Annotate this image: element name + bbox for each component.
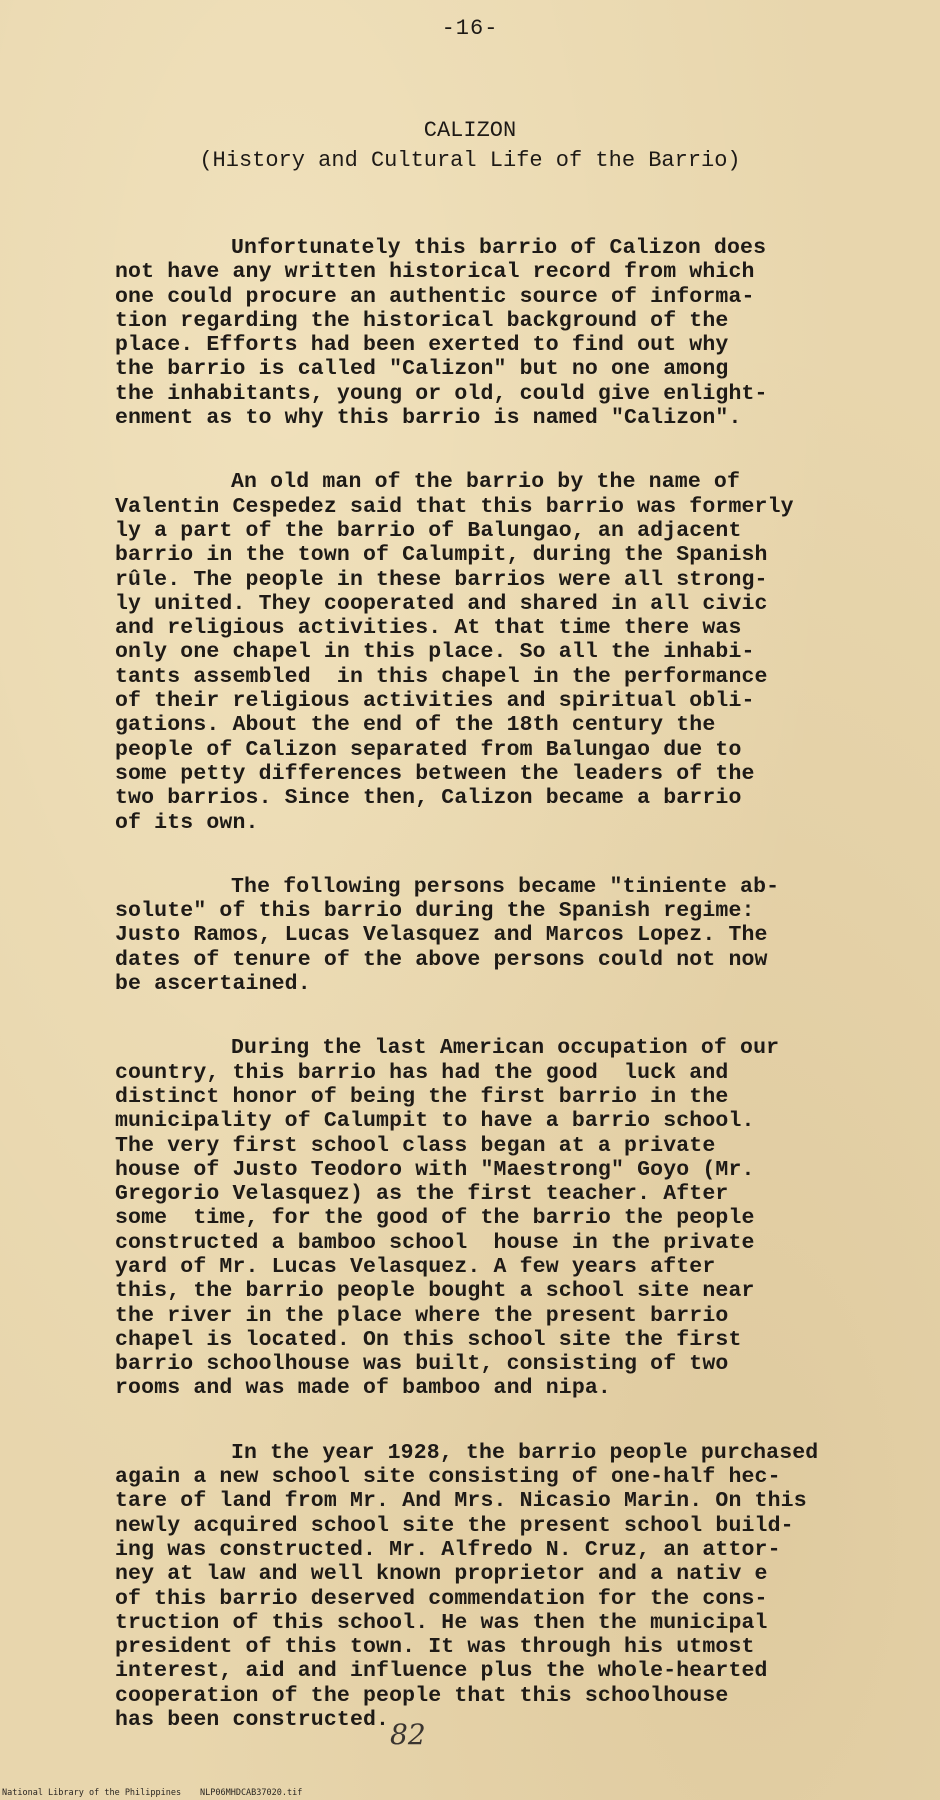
paragraph-line: two barrios. Since then, Calizon became a barrio	[115, 786, 742, 811]
paragraph-line: municipality of Calumpit to have a barrio school.	[115, 1109, 755, 1134]
paragraph-line: place. Efforts had been exerted to find out why	[115, 333, 729, 358]
paragraph-line: country, this barrio has had the good luck and	[115, 1060, 729, 1085]
paragraph-line: the barrio is called "Calizon" but no one among	[115, 357, 729, 382]
paragraph-line: During the last American occupation of our	[231, 1036, 780, 1061]
paragraph-line: of their religious activities and spiritual obli-	[115, 689, 755, 714]
paragraph-line: chapel is located. On this school site the first	[115, 1327, 742, 1352]
paragraph	[115, 470, 915, 834]
paragraph-line: this, the barrio people bought a school site near	[115, 1279, 755, 1304]
paragraph-line: house of Justo Teodoro with "Maestrong" Goyo (Mr.	[115, 1157, 755, 1182]
paragraph-line: only one chapel in this place. So all the inhabi-	[115, 640, 755, 665]
paragraph-line: of this barrio deserved commendation for the cons-	[115, 1586, 768, 1611]
footer-file-name: NLP06MHDCAB37020.tif	[200, 1788, 303, 1798]
title-subheading: (History and Cultural Life of the Barrio)	[199, 148, 741, 173]
paragraph-line: not have any written historical record from which	[115, 260, 755, 285]
paragraph-line: enment as to why this barrio is named "Calizon".	[115, 406, 742, 431]
paragraph-line: distinct honor of being the first barrio in the	[115, 1084, 729, 1109]
paragraph-line: The following persons became "tiniente ab-	[231, 874, 780, 899]
handwritten-page-note: 82	[390, 1718, 426, 1751]
paragraph-line: solute" of this barrio during the Spanish regime:	[115, 899, 755, 924]
paragraph-line: ing was constructed. Mr. Alfredo N. Cruz, an attor-	[115, 1537, 781, 1562]
paragraph-line: and religious activities. At that time there was	[115, 616, 742, 641]
paragraph-line: rooms and was made of bamboo and nipa.	[115, 1376, 611, 1401]
paragraph-line: ly united. They cooperated and shared in all civic	[115, 591, 768, 616]
paragraph-line: of its own.	[115, 810, 259, 835]
document-title	[0, 116, 940, 176]
paragraph-line: has been constructed.	[115, 1708, 390, 1733]
paragraph-line: gations. About the end of the 18th century the	[115, 713, 716, 738]
paragraph-line: truction of this school. He was then the municipal	[115, 1610, 768, 1635]
paragraph-line: interest, aid and influence plus the whole-hearted	[115, 1659, 768, 1684]
paragraph-line: yard of Mr. Lucas Velasquez. A few years after	[115, 1254, 716, 1279]
paragraph	[115, 1036, 915, 1400]
paragraph-line: one could procure an authentic source of informa-	[115, 284, 755, 309]
paragraph-line: ney at law and well known proprietor and a nativ e	[115, 1562, 768, 1587]
paragraph-line: again a new school site consisting of one-half hec-	[115, 1465, 781, 1490]
paragraph-line: be ascertained.	[115, 972, 311, 997]
scan-footer	[0, 1758, 940, 1798]
paragraph-line: dates of tenure of the above persons could not now	[115, 947, 768, 972]
paragraph-line: The very first school class began at a private	[115, 1133, 716, 1158]
paragraph-line: newly acquired school site the present school build-	[115, 1513, 794, 1538]
paragraph-line: some petty differences between the leaders of the	[115, 761, 755, 786]
paragraph-line: cooperation of the people that this schoolhouse	[115, 1683, 729, 1708]
paragraph-line: In the year 1928, the barrio people purchased	[231, 1440, 819, 1465]
paragraph-line: president of this town. It was through his utmost	[115, 1635, 755, 1660]
paragraph-line: Justo Ramos, Lucas Velasquez and Marcos Lopez. The	[115, 923, 768, 948]
title-heading: CALIZON	[423, 118, 517, 143]
paragraph-line: tants assembled in this chapel in the performance	[115, 664, 768, 689]
paragraph-line: barrio in the town of Calumpit, during the Spanish	[115, 543, 768, 568]
paragraph-line: people of Calizon separated from Balungao due to	[115, 737, 742, 762]
paragraph-line: Gregorio Velasquez) as the first teacher. After	[115, 1182, 729, 1207]
paragraph-line: rûle. The people in these barrios were all strong-	[115, 567, 768, 592]
paragraph-line: some time, for the good of the barrio the people	[115, 1206, 755, 1231]
paragraph-line: barrio schoolhouse was built, consisting of two	[115, 1352, 729, 1377]
paragraph	[115, 1441, 915, 1733]
paragraph-line: the inhabitants, young or old, could give enlight-	[115, 381, 768, 406]
paragraph	[115, 875, 915, 996]
paragraph-line: the river in the place where the present barrio	[115, 1303, 729, 1328]
footer-library-label: National Library of the Philippines	[2, 1788, 182, 1798]
paragraph-line: ly a part of the barrio of Balungao, an adjacent	[115, 518, 742, 543]
paragraph-line: Valentin Cespedez said that this barrio was formerly	[115, 494, 794, 519]
paragraph-line: tare of land from Mr. And Mrs. Nicasio Marin. On this	[115, 1489, 807, 1514]
body-text	[115, 236, 915, 1772]
paragraph-line: tion regarding the historical background of the	[115, 308, 729, 333]
paragraph	[115, 236, 915, 430]
paragraph-line: An old man of the barrio by the name of	[231, 470, 741, 495]
paragraph-line: constructed a bamboo school house in the private	[115, 1230, 755, 1255]
page-number: -16-	[441, 16, 499, 41]
paragraph-line: Unfortunately this barrio of Calizon does	[231, 236, 767, 260]
